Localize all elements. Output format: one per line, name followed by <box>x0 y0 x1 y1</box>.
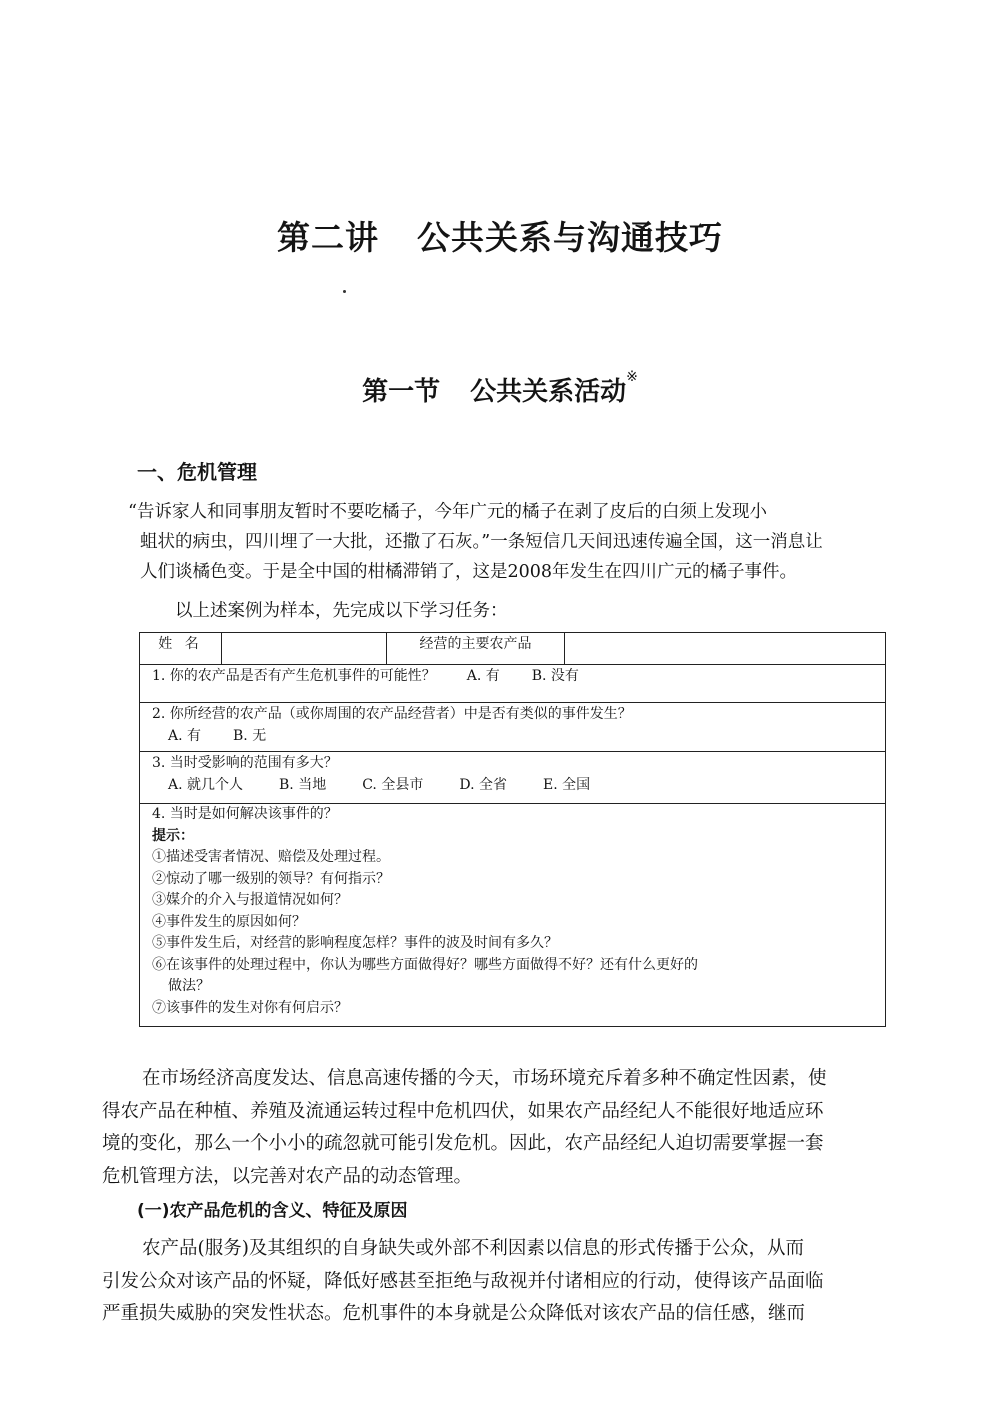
body-line: 严重损失威胁的突发性状态。危机事件的本身就是公众降低对该农产品的信任感，继而 <box>102 1303 806 1324</box>
hint-item: ⑤事件发生后，对经营的影响程度怎样？事件的波及时间有多久？ <box>152 935 558 951</box>
question-3 <box>140 752 886 804</box>
body-paragraph-crisis <box>102 1063 926 1193</box>
learning-task-form <box>139 632 886 1027</box>
section-name: 公共关系活动 <box>470 377 627 407</box>
body-line: 在市场经济高度发达、信息高速传播的今天，市场环境充斥着多种不确定性因素，使 <box>142 1068 827 1089</box>
task-instruction: 以上述案例为样本，先完成以下学习任务： <box>175 601 508 621</box>
option-a[interactable]: A. 有 <box>466 668 500 684</box>
option-d[interactable]: D. 全省 <box>459 777 507 793</box>
option-e[interactable]: E. 全国 <box>542 777 591 793</box>
body-line: 危机管理方法，以完善对农产品的动态管理。 <box>102 1165 473 1187</box>
hint-item: ①描述受害者情况、赔偿及处理过程。 <box>152 849 390 865</box>
option-a[interactable]: A. 有 <box>168 728 202 744</box>
question-2 <box>140 703 886 752</box>
section-footnote-mark: ※ <box>626 369 638 385</box>
hint-title: 提示： <box>152 827 194 844</box>
intro-line: “告诉家人和同事朋友暂时不要吃橘子，今年广元的橘子在剥了皮后的白须上发现小 <box>128 502 767 522</box>
body-paragraph-definition <box>102 1233 926 1331</box>
body-line: 引发公众对该产品的怀疑，降低好感甚至拒绝与敌视并付诸相应的行动，使得该产品面临 <box>102 1270 824 1292</box>
heading-crisis-management: 一、危机管理 <box>137 460 257 484</box>
option-b[interactable]: B. 当地 <box>279 777 327 793</box>
hint-item-continued: 做法？ <box>168 978 210 994</box>
question-4-text: 4. 当时是如何解决该事件的？ <box>152 806 338 822</box>
option-a[interactable]: A. 就几个人 <box>168 777 244 793</box>
hint-item: ⑥在该事件的处理过程中，你认为哪些方面做得好？哪些方面做得不好？还有什么更好的 <box>152 956 698 973</box>
hint-item: ⑦该事件的发生对你有何启示？ <box>152 999 348 1016</box>
question-2-text: 2. 你所经营的农产品（或你周围的农产品经营者）中是否有类似的事件发生？ <box>152 706 632 722</box>
name-label: 姓 名 <box>140 633 222 665</box>
question-1-options <box>467 668 611 684</box>
hint-item: ④事件发生的原因如何？ <box>152 913 306 930</box>
chapter-title <box>0 212 1000 259</box>
ink-speck <box>343 290 346 293</box>
product-field[interactable] <box>565 633 886 665</box>
question-1-text: 1. 你的农产品是否有产生危机事件的可能性？ <box>152 668 436 684</box>
heading-crisis-definition: (一)农产品危机的含义、特征及原因 <box>137 1201 408 1221</box>
name-field[interactable] <box>222 633 387 665</box>
hint-item: ③媒介的介入与报道情况如何？ <box>152 892 348 908</box>
chapter-number: 第二讲 <box>277 218 379 257</box>
question-4 <box>140 804 886 1027</box>
chapter-name: 公共关系与沟通技巧 <box>417 218 723 257</box>
hint-item: ②惊动了哪一级别的领导？有何指示？ <box>152 870 390 887</box>
question-3-text: 3. 当时受影响的范围有多大？ <box>152 755 338 771</box>
question-3-options <box>152 774 873 796</box>
option-b[interactable]: B. 无 <box>233 728 267 744</box>
intro-line: 蛆状的病虫，四川埋了一大批，还撒了石灰。”一条短信几天间迅速传遍全国，这一消息让 <box>140 532 823 552</box>
product-label: 经营的主要农产品 <box>387 633 565 665</box>
option-b[interactable]: B. 没有 <box>531 668 579 684</box>
question-1 <box>140 665 886 703</box>
body-line: 得农产品在种植、养殖及流通运转过程中危机四伏，如果农产品经纪人不能很好地适应环 <box>102 1100 824 1122</box>
section-title <box>0 371 1000 408</box>
option-c[interactable]: C. 全县市 <box>362 777 424 793</box>
intro-paragraph <box>128 497 920 587</box>
section-number: 第一节 <box>362 377 441 407</box>
body-line: 农产品(服务)及其组织的自身缺失或外部不利因素以信息的形式传播于公众，从而 <box>142 1238 804 1259</box>
body-line: 境的变化，那么一个小小的疏忽就可能引发危机。因此，农产品经纪人迫切需要掌握一套 <box>102 1133 824 1154</box>
intro-line: 人们谈橘色变。于是全中国的柑橘滞销了，这是2008年发生在四川广元的橘子事件。 <box>140 562 798 582</box>
question-2-options <box>152 725 873 747</box>
